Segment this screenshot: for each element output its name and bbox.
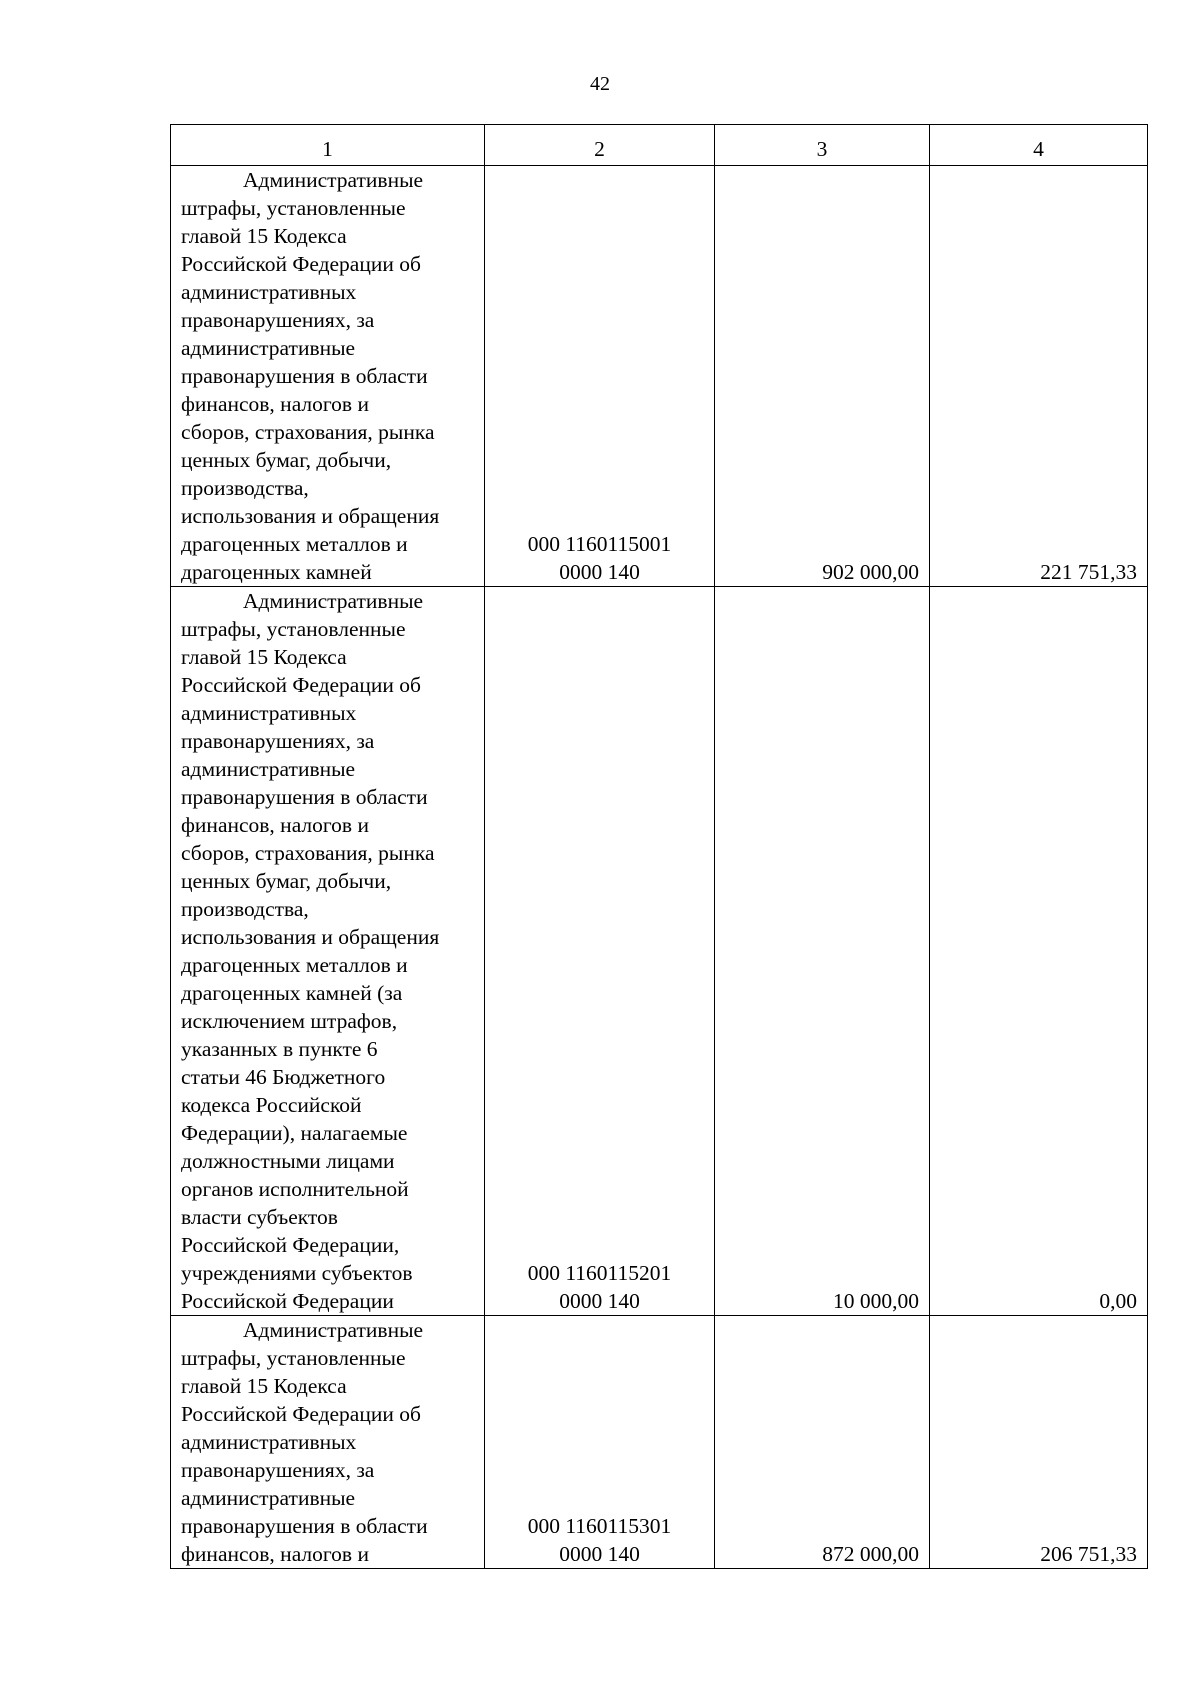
table-header-row [171, 125, 1148, 166]
page-number: 42 [590, 73, 610, 95]
row-description [171, 587, 485, 1316]
column-header-3: 3 [715, 125, 930, 166]
row-description-text: Административные штрафы, установленные главой 15 Кодекса Российской Федерации об административных правонарушениях, за административные правонарушения в области финансов, налогов и [181, 1318, 428, 1566]
row-description [171, 1316, 485, 1569]
row-plan-amount: 10 000,00 [715, 587, 930, 1316]
column-header-2: 2 [485, 125, 715, 166]
row-plan-amount: 872 000,00 [715, 1316, 930, 1569]
budget-code-line1: 000 1160115301 [527, 1514, 672, 1538]
budget-code-line1: 000 1160115001 [527, 532, 672, 556]
budget-table [170, 124, 1148, 1569]
row-actual-amount: 0,00 [930, 587, 1148, 1316]
budget-code-line2: 0000 140 [559, 560, 640, 584]
row-budget-code [485, 587, 715, 1316]
budget-code-line2: 0000 140 [559, 1289, 640, 1313]
row-actual-amount: 221 751,33 [930, 166, 1148, 587]
row-budget-code [485, 1316, 715, 1569]
row-plan-amount: 902 000,00 [715, 166, 930, 587]
row-description-text: Административные штрафы, установленные главой 15 Кодекса Российской Федерации об административных правонарушениях, за административные правонарушения в области финансов, налогов и сборов, страхования, рынка ценных бумаг, добычи, производства, использования и обращения драгоценных металлов и драгоценных камней (за исключением штрафов, указанных в пункте 6 статьи 46 Бюджетного кодекса Российской Федерации), налагаемые должностными лицами органов исполнительной власти субъектов Российской Федерации, учреждениями субъектов Российской Федерации [181, 589, 440, 1313]
column-header-1: 1 [171, 125, 485, 166]
row-description [171, 166, 485, 587]
budget-code-line2: 0000 140 [559, 1542, 640, 1566]
table-row [171, 587, 1148, 1316]
row-description-text: Административные штрафы, установленные главой 15 Кодекса Российской Федерации об административных правонарушениях, за административные правонарушения в области финансов, налогов и сборов, страхования, рынка ценных бумаг, добычи, производства, использования и обращения драгоценных металлов и драгоценных камней [181, 168, 440, 584]
row-actual-amount: 206 751,33 [930, 1316, 1148, 1569]
budget-code-line1: 000 1160115201 [527, 1261, 672, 1285]
table-row [171, 1316, 1148, 1569]
table-row [171, 166, 1148, 587]
column-header-4: 4 [930, 125, 1148, 166]
row-budget-code [485, 166, 715, 587]
